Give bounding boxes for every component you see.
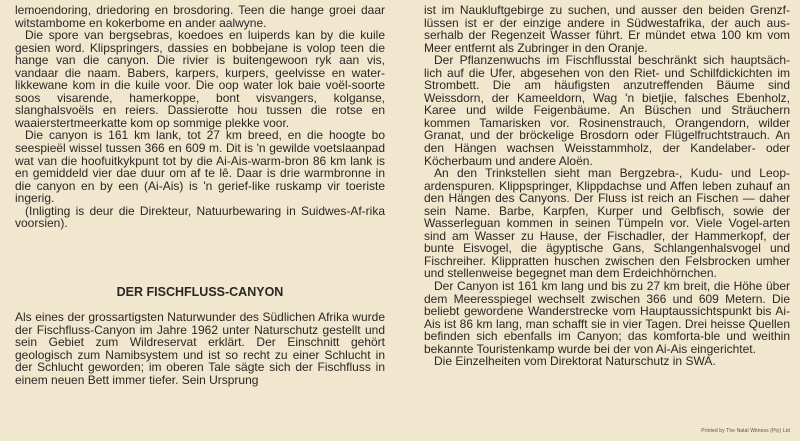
german-text-column	[424, 4, 790, 368]
german-paragraph-6: Die Einzelheiten vom Direktorat Naturschutz in SWA.	[434, 354, 716, 369]
german-paragraph-2: ist im Naukluftgebirge zu suchen, und ausser den beiden Grenzf-lüssen ist er der einzige andere in Südwestafrika, der auch aus-serhalb der Regenzeit Wasser führt. Er mündet etwa 100 km vom Meer entfernt als Zubringer in den Oranje.	[424, 3, 790, 55]
german-paragraph-5: Der Canyon ist 161 km lang und bis zu 27 km breit, die Höhe über dem Meeresspiegel wechselt zwischen 366 und 609 Metern. Die beliebt gewordene Wanderstrecke vom Hauptaussichtspunkt bis Ai-Ais ist 86 km lang, man schafft sie in vier Tagen. Drei heisse Quellen befinden sich ebenfalls im Canyon; das komforta-ble und weithin bekannte Touristenkamp wurde bei der von Ai-Ais eingerichtet.	[424, 279, 790, 356]
german-paragraph-3: Der Pflanzenwuchs im Fischflusstal beschränkt sich hauptsäch-lich auf die Ufer, abgesehen von den Riet- und Schilfdickichten im Strombett. Die am häufigsten anzutreffenden Bäume sind Weissdorn, der Kameeldorn, Wag 'n bietjie, falsches Ebenholz, Karee und wilde Feigenbäume. An Büschen und Sträuchern kommen Tamarisken vor. Rosinenstrauch, Orangendorn, wilder Granat, und der bröckelige Brosdorn oder Flügelfruchtstrauch. An den Hängen wachsen Weisstammholz, der Kandelaber- oder Köcherbaum und andere Aloën.	[424, 53, 790, 168]
printer-credit: Printed by The Natal Witness (Pty) Ltd	[701, 428, 790, 434]
german-paragraph-4: An den Trinkstellen sieht man Bergzebra-, Kudu- und Leop-ardenspuren. Klippspringer, Klippdachse und Affen leben zuhauf an den Hängen des Canyons. Der Fluss ist reich an Fischen — daher sein Name. Barbe, Karpfen, Kurper und Gelbfisch, sowie der Wasserleguan kommen in seinen Tümpeln vor. Viele Vogel-arten sind am Wasser zu Hause, der Fischadler, der Hammerkopf, der bunte Eisvogel, die ägyptische Gans, Schlangenhalsvogel und Fischreiher. Klippratten huschen zwischen den Felsbrocken umher und stellenweise begegnet man dem Erdeichhörnchen.	[424, 166, 790, 281]
german-text-start	[15, 311, 385, 386]
section-heading: DER FISCHFLUSS-CANYON	[116, 285, 284, 299]
afrikaans-paragraph-1: lemoendoring, driedoring en brosdoring. Teen die hange groei daar witstambome en kokerbome en ander aalwyne.	[15, 3, 385, 30]
german-paragraph-1: Als eines der grossartigsten Naturwunder des Südlichen Afrika wurde der Fischfluss-Canyon im Jahre 1962 unter Naturschutz gestellt und sein Gebiet zum Wildreservat erklärt. Der Einschnitt gehört geologisch zum Namibsystem und ist so recht zu einer Schlucht in der Schlucht geworden; im oberen Tale sägte sich der Fischfluss in einem neuen Bett immer tiefer. Sein Ursprung	[15, 310, 385, 387]
afrikaans-paragraph-4: (Inligting is deur die Direkteur, Natuurbewaring in Suidwes-Af-rika voorsien).	[15, 203, 385, 231]
afrikaans-text-column	[15, 4, 385, 230]
afrikaans-paragraph-3: Die canyon is 161 km lank, tot 27 km breed, en die hoogte bo seespieël wissel tussen 366 en 609 m. Dit is 'n gewilde voetslaanpad wat van die hoofuitkykpunt tot by die Ai-Ais-warm-bron 86 km lank is en gemiddeld vier dae duur om af te lê. Daar is drie warmbronne in die canyon en by een (Ai-Ais) is 'n gerief-like ruskamp vir toeriste ingerig.	[15, 128, 385, 206]
afrikaans-paragraph-2: Die spore van bergsebras, koedoes en luiperds kan by die kuile gesien word. Klipspringers, dassies en bobbejane is volop teen die hange van die canyon. Die rivier is buitengewoon ryk aan vis, vandaar die naam. Babers, karpers, kurpers, geelvisse en water-likkewane kom in die kuile voor. Die oop water lok baie voël-soorte soos visarende, hamerkoppe, bont visvangers, kolganse, slanghalsvoëls en reiers. Dassierotte hou tussen die rotse en waaierstertmeerkatte kom op sommige plekke voor.	[15, 28, 385, 130]
